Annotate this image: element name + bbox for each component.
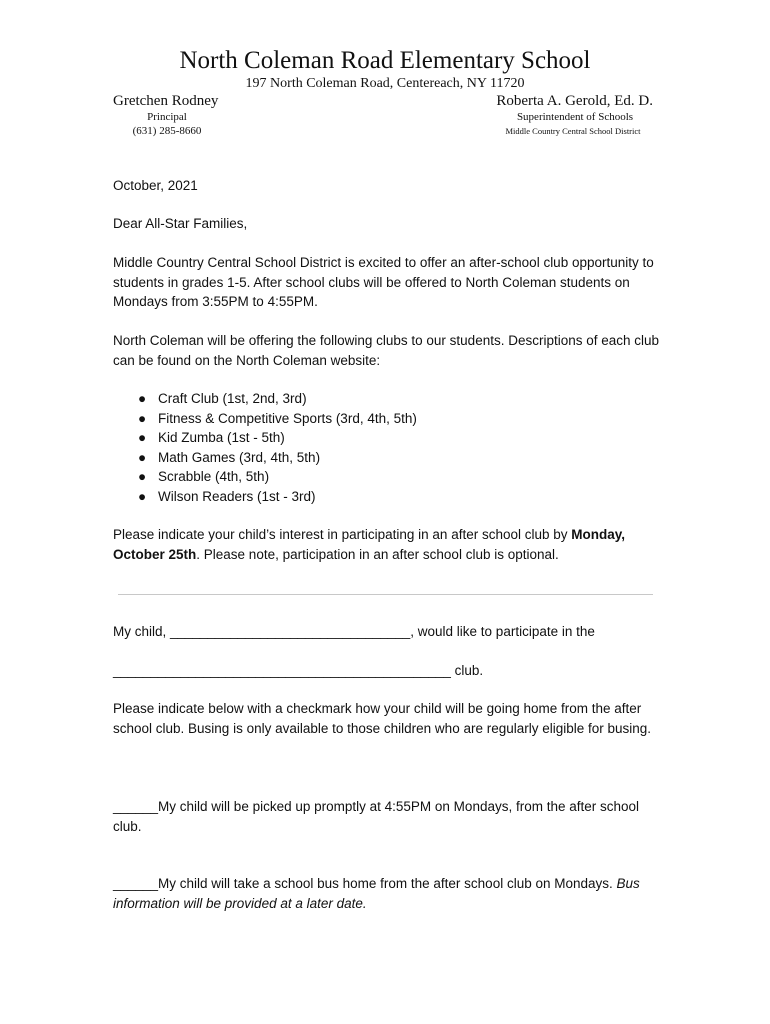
bus-note: Bus information will be provided at a later date. (113, 876, 640, 911)
superintendent-title: Superintendent of Schools (516, 111, 634, 123)
club-list (113, 389, 417, 506)
superintendent-district: Middle Country Central School District (505, 126, 641, 136)
bullet-icon: ● (138, 488, 147, 504)
club-name: Scrabble (4th, 5th) (158, 469, 270, 484)
school-name: North Coleman Road Elementary School (179, 47, 591, 74)
club-choice-line[interactable]: _____________________________________________ club. (113, 663, 484, 678)
bullet-icon: ● (138, 410, 147, 426)
list-item (113, 389, 417, 409)
pickup-option[interactable]: ______My child will be picked up promptly at 4:55PM on Mondays, from the after school club. (113, 799, 640, 834)
letter-greeting: Dear All-Star Families, (113, 216, 248, 231)
principal-name: Gretchen Rodney (113, 93, 219, 109)
deadline-text: Please indicate your child’s interest in participating in an after school club by (113, 527, 572, 542)
bullet-icon: ● (138, 391, 147, 406)
tear-off-divider (118, 594, 653, 595)
deadline-paragraph (113, 525, 663, 564)
clubs-intro-paragraph: North Coleman will be offering the following clubs to our students. Descriptions of each club can be found on the North Coleman website: (113, 333, 660, 368)
club-name: Fitness & Competitive Sports (3rd, 4th, 5th) (158, 410, 417, 426)
list-item (113, 409, 417, 429)
club-name: Wilson Readers (1st - 3rd) (158, 488, 316, 504)
club-name: Craft Club (1st, 2nd, 3rd) (158, 391, 307, 406)
school-address: 197 North Coleman Road, Centereach, NY 11720 (245, 76, 525, 91)
superintendent-name: Roberta A. Gerold, Ed. D. (496, 93, 653, 109)
deadline-date: Monday, October 25th (113, 527, 626, 562)
bus-option-text: ______My child will take a school bus home from the after school club on Mondays. (113, 876, 617, 891)
letter-date: October, 2021 (113, 178, 198, 193)
list-item (113, 448, 417, 468)
bus-option[interactable] (113, 874, 663, 913)
intro-paragraph: Middle Country Central School District is excited to offer an after-school club opportunity to students in grades 1-5. After school clubs will be offered to North Coleman students on Mondays from 3:55PM to 4:55PM. (113, 255, 654, 309)
list-item (113, 487, 417, 507)
principal-phone: (631) 285-8660 (132, 125, 202, 137)
bullet-icon: ● (138, 449, 147, 465)
club-name: Kid Zumba (1st - 5th) (158, 430, 285, 445)
principal-title: Principal (147, 111, 187, 123)
checkmark-instructions: Please indicate below with a checkmark how your child will be going home from the after school club. Busing is only available to those children who are regularly eligible for busing. (113, 701, 652, 736)
child-name-line[interactable]: My child, ________________________________, would like to participate in the (113, 624, 595, 639)
list-item (113, 428, 417, 448)
deadline-note: . Please note, participation in an after school club is optional. (196, 546, 559, 562)
club-name: Math Games (3rd, 4th, 5th) (158, 449, 321, 465)
list-item (113, 467, 417, 487)
bullet-icon: ● (138, 430, 147, 445)
bullet-icon: ● (138, 469, 147, 484)
